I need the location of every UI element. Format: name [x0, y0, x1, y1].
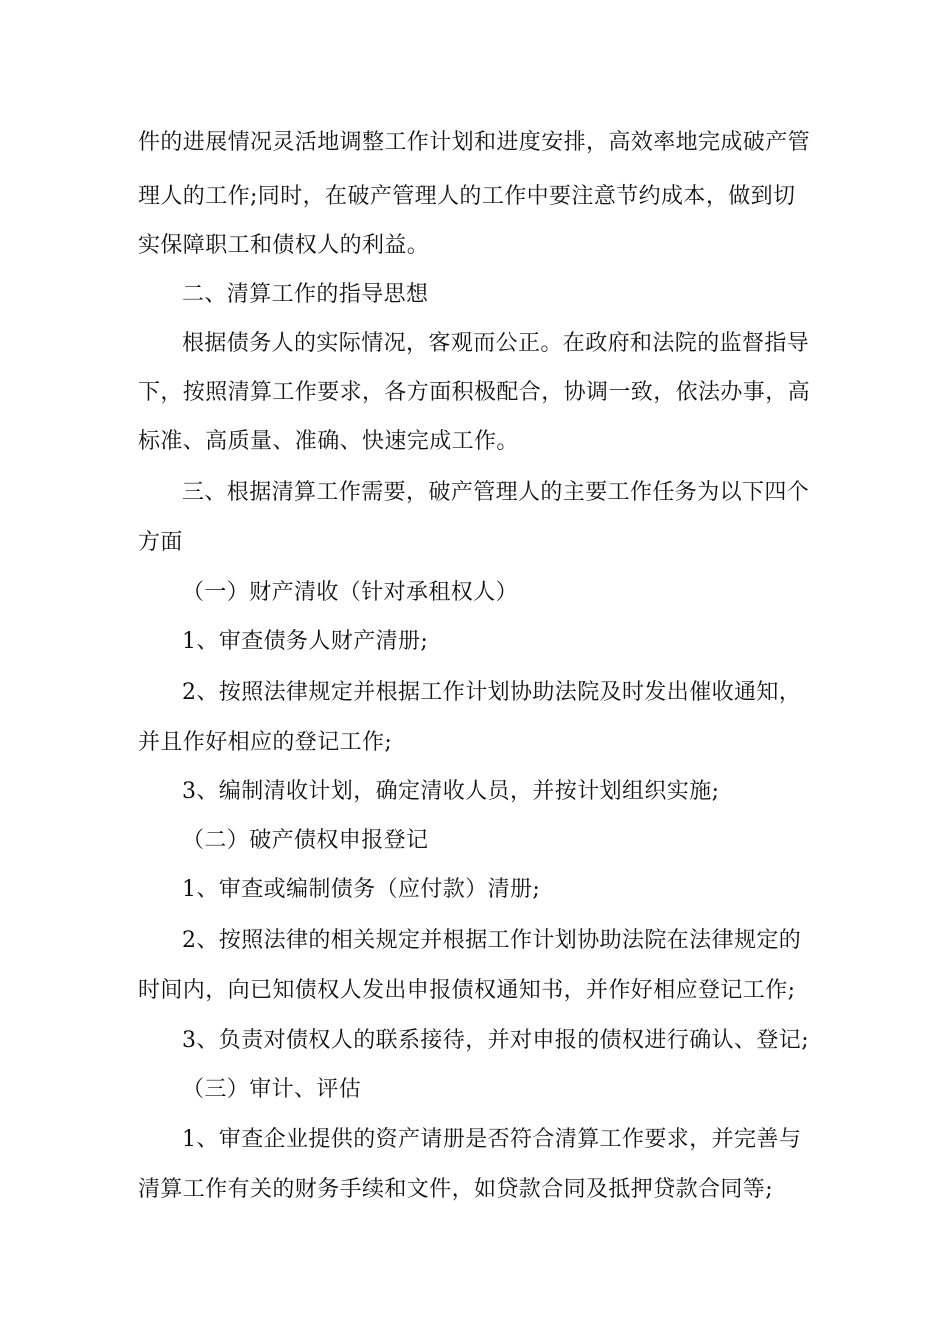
text-line: 标准、高质量、准确、快速完成工作。 — [138, 429, 519, 454]
list-item: 1、审查企业提供的资产请册是否符合清算工作要求，并完善与 — [182, 1127, 802, 1152]
list-item: 1、审查债务人财产清册; — [182, 629, 429, 654]
text-line: 根据债务人的实际情况，客观而公正。在政府和法院的监督指导 — [182, 331, 810, 356]
list-item: 3、编制清收计划，确定清收人员，并按计划组织实施; — [182, 779, 720, 804]
section-heading: 二、清算工作的指导思想 — [182, 282, 429, 307]
subsection-heading: （一）财产清收（针对承租权人） — [182, 580, 519, 605]
list-item: 3、负责对债权人的联系接待，并对申报的债权进行确认、登记; — [182, 1028, 810, 1053]
list-item: 2、按照法律的相关规定并根据工作计划协助法院在法律规定的 — [182, 928, 802, 953]
text-line: 下，按照清算工作要求，各方面积极配合，协调一致，依法办事，高 — [138, 380, 811, 405]
text-line: 并且作好相应的登记工作; — [138, 730, 393, 755]
text-line: 实保障职工和债权人的利益。 — [138, 233, 430, 258]
text-line: 方面 — [138, 530, 183, 555]
text-line: 件的进展情况灵活地调整工作计划和进度安排，高效率地完成破产管 — [138, 130, 811, 155]
subsection-heading: （二）破产债权申报登记 — [182, 828, 429, 853]
text-line: 时间内，向已知债权人发出申报债权通知书，并作好相应登记工作; — [138, 978, 796, 1003]
text-line: 清算工作有关的财务手续和文件，如贷款合同及抵押贷款合同等; — [138, 1177, 774, 1202]
text-line: 理人的工作;同时，在破产管理人的工作中要注意节约成本，做到切 — [138, 184, 796, 209]
subsection-heading: （三）审计、评估 — [182, 1077, 362, 1102]
list-item: 2、按照法律规定并根据工作计划协助法院及时发出催收通知， — [182, 680, 802, 705]
section-heading: 三、根据清算工作需要，破产管理人的主要工作任务为以下四个 — [182, 480, 810, 505]
list-item: 1、审查或编制债务（应付款）清册; — [182, 877, 541, 902]
